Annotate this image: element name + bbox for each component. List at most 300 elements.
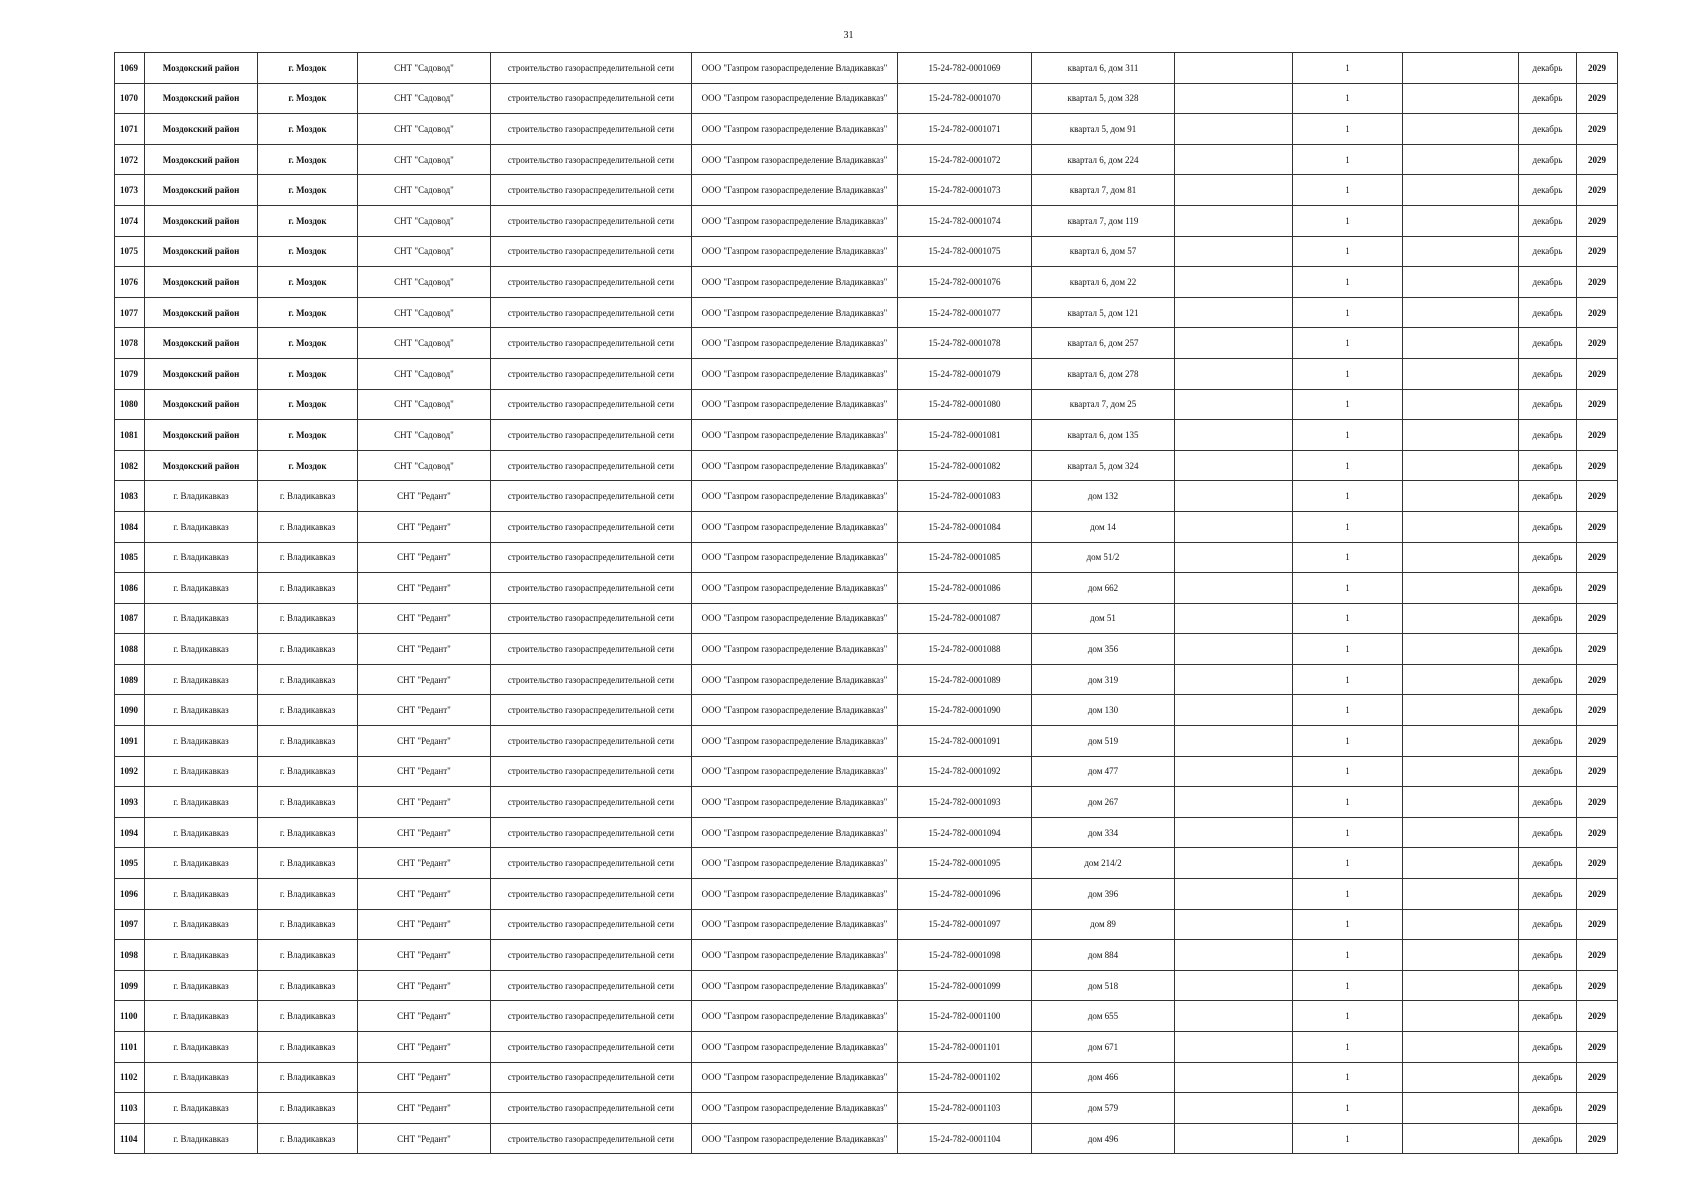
district-cell: Моздокский район [145,144,258,175]
year-cell: 2029 [1577,481,1618,512]
month-cell: декабрь [1519,940,1577,971]
row-number-cell: 1073 [115,175,145,206]
table-row [115,848,1618,879]
object-code-cell: 15-24-782-0001084 [898,511,1032,542]
empty-cell [1175,573,1293,604]
district-cell: г. Владикавказ [145,695,258,726]
quantity-cell: 1 [1293,848,1403,879]
month-cell: декабрь [1519,420,1577,451]
row-number-cell: 1102 [115,1062,145,1093]
year-cell: 2029 [1577,297,1618,328]
address-cell: дом 655 [1032,1001,1175,1032]
organization-cell: ООО "Газпром газораспределение Владикавказ" [692,1032,898,1063]
row-number-cell: 1090 [115,695,145,726]
snt-cell: СНТ "Садовод" [358,236,491,267]
district-cell: г. Владикавказ [145,664,258,695]
empty-cell [1403,756,1519,787]
district-cell: Моздокский район [145,114,258,145]
object-code-cell: 15-24-782-0001098 [898,940,1032,971]
quantity-cell: 1 [1293,573,1403,604]
empty-cell [1403,511,1519,542]
month-cell: декабрь [1519,205,1577,236]
organization-cell: ООО "Газпром газораспределение Владикавказ" [692,267,898,298]
address-cell: квартал 7, дом 119 [1032,205,1175,236]
work-type-cell: строительство газораспределительной сети [491,787,692,818]
empty-cell [1403,664,1519,695]
district-cell: г. Владикавказ [145,1123,258,1154]
object-code-cell: 15-24-782-0001095 [898,848,1032,879]
quantity-cell: 1 [1293,1123,1403,1154]
row-number-cell: 1069 [115,53,145,84]
organization-cell: ООО "Газпром газораспределение Владикавказ" [692,634,898,665]
snt-cell: СНТ "Садовод" [358,297,491,328]
table-row [115,236,1618,267]
quantity-cell: 1 [1293,909,1403,940]
row-number-cell: 1089 [115,664,145,695]
district-cell: г. Владикавказ [145,573,258,604]
snt-cell: СНТ "Редант" [358,940,491,971]
city-cell: г. Владикавказ [258,511,358,542]
object-code-cell: 15-24-782-0001078 [898,328,1032,359]
year-cell: 2029 [1577,53,1618,84]
empty-cell [1403,450,1519,481]
snt-cell: СНТ "Редант" [358,664,491,695]
object-code-cell: 15-24-782-0001087 [898,603,1032,634]
table-row [115,389,1618,420]
month-cell: декабрь [1519,756,1577,787]
address-cell: квартал 6, дом 135 [1032,420,1175,451]
address-cell: дом 466 [1032,1062,1175,1093]
district-cell: Моздокский район [145,420,258,451]
organization-cell: ООО "Газпром газораспределение Владикавказ" [692,236,898,267]
work-type-cell: строительство газораспределительной сети [491,328,692,359]
year-cell: 2029 [1577,573,1618,604]
object-code-cell: 15-24-782-0001093 [898,787,1032,818]
organization-cell: ООО "Газпром газораспределение Владикавказ" [692,573,898,604]
empty-cell [1403,389,1519,420]
address-cell: дом 671 [1032,1032,1175,1063]
year-cell: 2029 [1577,756,1618,787]
object-code-cell: 15-24-782-0001102 [898,1062,1032,1093]
row-number-cell: 1094 [115,817,145,848]
object-code-cell: 15-24-782-0001069 [898,53,1032,84]
object-code-cell: 15-24-782-0001070 [898,83,1032,114]
empty-cell [1403,787,1519,818]
organization-cell: ООО "Газпром газораспределение Владикавказ" [692,664,898,695]
organization-cell: ООО "Газпром газораспределение Владикавказ" [692,970,898,1001]
work-type-cell: строительство газораспределительной сети [491,389,692,420]
address-cell: дом 477 [1032,756,1175,787]
organization-cell: ООО "Газпром газораспределение Владикавказ" [692,358,898,389]
address-cell: дом 51 [1032,603,1175,634]
organization-cell: ООО "Газпром газораспределение Владикавказ" [692,389,898,420]
work-type-cell: строительство газораспределительной сети [491,1032,692,1063]
quantity-cell: 1 [1293,205,1403,236]
year-cell: 2029 [1577,511,1618,542]
district-cell: г. Владикавказ [145,481,258,512]
object-code-cell: 15-24-782-0001082 [898,450,1032,481]
empty-cell [1175,267,1293,298]
district-cell: г. Владикавказ [145,817,258,848]
snt-cell: СНТ "Садовод" [358,358,491,389]
empty-cell [1403,909,1519,940]
work-type-cell: строительство газораспределительной сети [491,267,692,298]
row-number-cell: 1076 [115,267,145,298]
city-cell: г. Владикавказ [258,573,358,604]
empty-cell [1175,940,1293,971]
district-cell: г. Владикавказ [145,603,258,634]
city-cell: г. Владикавказ [258,664,358,695]
city-cell: г. Владикавказ [258,787,358,818]
month-cell: декабрь [1519,573,1577,604]
work-type-cell: строительство газораспределительной сети [491,756,692,787]
empty-cell [1175,634,1293,665]
organization-cell: ООО "Газпром газораспределение Владикавказ" [692,909,898,940]
work-type-cell: строительство газораспределительной сети [491,909,692,940]
object-code-cell: 15-24-782-0001094 [898,817,1032,848]
empty-cell [1175,205,1293,236]
snt-cell: СНТ "Редант" [358,1032,491,1063]
year-cell: 2029 [1577,1123,1618,1154]
district-cell: г. Владикавказ [145,909,258,940]
quantity-cell: 1 [1293,267,1403,298]
month-cell: декабрь [1519,1123,1577,1154]
table-row [115,144,1618,175]
organization-cell: ООО "Газпром газораспределение Владикавказ" [692,879,898,910]
snt-cell: СНТ "Садовод" [358,450,491,481]
snt-cell: СНТ "Редант" [358,634,491,665]
organization-cell: ООО "Газпром газораспределение Владикавказ" [692,114,898,145]
empty-cell [1175,1062,1293,1093]
object-code-cell: 15-24-782-0001080 [898,389,1032,420]
month-cell: декабрь [1519,53,1577,84]
row-number-cell: 1074 [115,205,145,236]
year-cell: 2029 [1577,848,1618,879]
object-code-cell: 15-24-782-0001088 [898,634,1032,665]
empty-cell [1403,267,1519,298]
address-cell: дом 884 [1032,940,1175,971]
organization-cell: ООО "Газпром газораспределение Владикавказ" [692,542,898,573]
empty-cell [1403,726,1519,757]
quantity-cell: 1 [1293,695,1403,726]
work-type-cell: строительство газораспределительной сети [491,573,692,604]
row-number-cell: 1101 [115,1032,145,1063]
empty-cell [1403,53,1519,84]
row-number-cell: 1097 [115,909,145,940]
object-code-cell: 15-24-782-0001103 [898,1093,1032,1124]
table-row [115,175,1618,206]
district-cell: г. Владикавказ [145,848,258,879]
organization-cell: ООО "Газпром газораспределение Владикавказ" [692,756,898,787]
empty-cell [1403,144,1519,175]
work-type-cell: строительство газораспределительной сети [491,726,692,757]
empty-cell [1175,297,1293,328]
quantity-cell: 1 [1293,634,1403,665]
empty-cell [1175,481,1293,512]
year-cell: 2029 [1577,175,1618,206]
object-code-cell: 15-24-782-0001099 [898,970,1032,1001]
table-row [115,114,1618,145]
empty-cell [1175,114,1293,145]
year-cell: 2029 [1577,664,1618,695]
address-cell: квартал 5, дом 328 [1032,83,1175,114]
quantity-cell: 1 [1293,420,1403,451]
table-row [115,879,1618,910]
district-cell: Моздокский район [145,53,258,84]
work-type-cell: строительство газораспределительной сети [491,114,692,145]
work-type-cell: строительство газораспределительной сети [491,542,692,573]
city-cell: г. Владикавказ [258,1032,358,1063]
year-cell: 2029 [1577,787,1618,818]
object-code-cell: 15-24-782-0001100 [898,1001,1032,1032]
work-type-cell: строительство газораспределительной сети [491,175,692,206]
year-cell: 2029 [1577,420,1618,451]
year-cell: 2029 [1577,879,1618,910]
empty-cell [1175,53,1293,84]
quantity-cell: 1 [1293,297,1403,328]
month-cell: декабрь [1519,144,1577,175]
empty-cell [1175,389,1293,420]
address-cell: квартал 5, дом 91 [1032,114,1175,145]
work-type-cell: строительство газораспределительной сети [491,358,692,389]
organization-cell: ООО "Газпром газораспределение Владикавказ" [692,817,898,848]
address-cell: квартал 6, дом 257 [1032,328,1175,359]
year-cell: 2029 [1577,909,1618,940]
organization-cell: ООО "Газпром газораспределение Владикавказ" [692,695,898,726]
quantity-cell: 1 [1293,1001,1403,1032]
month-cell: декабрь [1519,664,1577,695]
empty-cell [1403,328,1519,359]
table-row [115,1093,1618,1124]
organization-cell: ООО "Газпром газораспределение Владикавказ" [692,1093,898,1124]
row-number-cell: 1080 [115,389,145,420]
empty-cell [1175,175,1293,206]
month-cell: декабрь [1519,1093,1577,1124]
quantity-cell: 1 [1293,542,1403,573]
month-cell: декабрь [1519,634,1577,665]
row-number-cell: 1070 [115,83,145,114]
data-table [114,52,1618,1154]
address-cell: дом 267 [1032,787,1175,818]
city-cell: г. Моздок [258,175,358,206]
month-cell: декабрь [1519,787,1577,818]
empty-cell [1403,83,1519,114]
city-cell: г. Владикавказ [258,817,358,848]
table-row [115,450,1618,481]
year-cell: 2029 [1577,267,1618,298]
quantity-cell: 1 [1293,328,1403,359]
object-code-cell: 15-24-782-0001083 [898,481,1032,512]
city-cell: г. Моздок [258,236,358,267]
empty-cell [1403,542,1519,573]
city-cell: г. Моздок [258,420,358,451]
year-cell: 2029 [1577,358,1618,389]
object-code-cell: 15-24-782-0001097 [898,909,1032,940]
object-code-cell: 15-24-782-0001081 [898,420,1032,451]
month-cell: декабрь [1519,1001,1577,1032]
table-row [115,267,1618,298]
address-cell: квартал 6, дом 278 [1032,358,1175,389]
row-number-cell: 1091 [115,726,145,757]
object-code-cell: 15-24-782-0001096 [898,879,1032,910]
table-row [115,1062,1618,1093]
year-cell: 2029 [1577,144,1618,175]
month-cell: декабрь [1519,236,1577,267]
organization-cell: ООО "Газпром газораспределение Владикавказ" [692,603,898,634]
district-cell: Моздокский район [145,358,258,389]
snt-cell: СНТ "Редант" [358,879,491,910]
organization-cell: ООО "Газпром газораспределение Владикавказ" [692,175,898,206]
quantity-cell: 1 [1293,175,1403,206]
table-row [115,695,1618,726]
empty-cell [1175,817,1293,848]
district-cell: г. Владикавказ [145,787,258,818]
quantity-cell: 1 [1293,1032,1403,1063]
month-cell: декабрь [1519,879,1577,910]
address-cell: дом 519 [1032,726,1175,757]
work-type-cell: строительство газораспределительной сети [491,695,692,726]
city-cell: г. Моздок [258,328,358,359]
address-cell: квартал 5, дом 324 [1032,450,1175,481]
table-row [115,205,1618,236]
row-number-cell: 1096 [115,879,145,910]
month-cell: декабрь [1519,970,1577,1001]
work-type-cell: строительство газораспределительной сети [491,450,692,481]
year-cell: 2029 [1577,817,1618,848]
table-row [115,481,1618,512]
month-cell: декабрь [1519,297,1577,328]
empty-cell [1403,1032,1519,1063]
snt-cell: СНТ "Редант" [358,909,491,940]
empty-cell [1403,236,1519,267]
district-cell: Моздокский район [145,389,258,420]
address-cell: дом 334 [1032,817,1175,848]
empty-cell [1175,1123,1293,1154]
work-type-cell: строительство газораспределительной сети [491,848,692,879]
empty-cell [1403,481,1519,512]
address-cell: дом 132 [1032,481,1175,512]
empty-cell [1403,603,1519,634]
snt-cell: СНТ "Садовод" [358,420,491,451]
empty-cell [1175,909,1293,940]
empty-cell [1403,970,1519,1001]
address-cell: дом 518 [1032,970,1175,1001]
organization-cell: ООО "Газпром газораспределение Владикавказ" [692,328,898,359]
quantity-cell: 1 [1293,879,1403,910]
object-code-cell: 15-24-782-0001086 [898,573,1032,604]
table-row [115,358,1618,389]
object-code-cell: 15-24-782-0001091 [898,726,1032,757]
empty-cell [1403,1093,1519,1124]
snt-cell: СНТ "Садовод" [358,114,491,145]
row-number-cell: 1087 [115,603,145,634]
table-row [115,634,1618,665]
object-code-cell: 15-24-782-0001101 [898,1032,1032,1063]
month-cell: декабрь [1519,511,1577,542]
empty-cell [1403,205,1519,236]
work-type-cell: строительство газораспределительной сети [491,1001,692,1032]
city-cell: г. Владикавказ [258,879,358,910]
empty-cell [1175,664,1293,695]
month-cell: декабрь [1519,695,1577,726]
row-number-cell: 1093 [115,787,145,818]
year-cell: 2029 [1577,603,1618,634]
empty-cell [1175,420,1293,451]
empty-cell [1175,1001,1293,1032]
table-row [115,511,1618,542]
object-code-cell: 15-24-782-0001074 [898,205,1032,236]
empty-cell [1175,236,1293,267]
month-cell: декабрь [1519,1062,1577,1093]
organization-cell: ООО "Газпром газораспределение Владикавказ" [692,205,898,236]
year-cell: 2029 [1577,634,1618,665]
object-code-cell: 15-24-782-0001089 [898,664,1032,695]
year-cell: 2029 [1577,389,1618,420]
work-type-cell: строительство газораспределительной сети [491,481,692,512]
work-type-cell: строительство газораспределительной сети [491,940,692,971]
organization-cell: ООО "Газпром газораспределение Владикавказ" [692,144,898,175]
month-cell: декабрь [1519,726,1577,757]
month-cell: декабрь [1519,389,1577,420]
address-cell: дом 89 [1032,909,1175,940]
table-row [115,756,1618,787]
empty-cell [1175,83,1293,114]
snt-cell: СНТ "Редант" [358,603,491,634]
object-code-cell: 15-24-782-0001076 [898,267,1032,298]
snt-cell: СНТ "Редант" [358,1123,491,1154]
organization-cell: ООО "Газпром газораспределение Владикавказ" [692,53,898,84]
organization-cell: ООО "Газпром газораспределение Владикавказ" [692,1001,898,1032]
snt-cell: СНТ "Редант" [358,573,491,604]
city-cell: г. Моздок [258,114,358,145]
snt-cell: СНТ "Редант" [358,1093,491,1124]
table-row [115,787,1618,818]
year-cell: 2029 [1577,695,1618,726]
quantity-cell: 1 [1293,1093,1403,1124]
snt-cell: СНТ "Редант" [358,695,491,726]
empty-cell [1403,817,1519,848]
empty-cell [1403,848,1519,879]
snt-cell: СНТ "Садовод" [358,267,491,298]
month-cell: декабрь [1519,848,1577,879]
quantity-cell: 1 [1293,236,1403,267]
work-type-cell: строительство газораспределительной сети [491,664,692,695]
empty-cell [1403,358,1519,389]
row-number-cell: 1072 [115,144,145,175]
city-cell: г. Владикавказ [258,695,358,726]
table-row [115,940,1618,971]
work-type-cell: строительство газораспределительной сети [491,511,692,542]
work-type-cell: строительство газораспределительной сети [491,970,692,1001]
organization-cell: ООО "Газпром газораспределение Владикавказ" [692,1123,898,1154]
district-cell: г. Владикавказ [145,756,258,787]
city-cell: г. Владикавказ [258,940,358,971]
row-number-cell: 1071 [115,114,145,145]
address-cell: дом 319 [1032,664,1175,695]
district-cell: г. Владикавказ [145,634,258,665]
snt-cell: СНТ "Редант" [358,542,491,573]
quantity-cell: 1 [1293,144,1403,175]
row-number-cell: 1084 [115,511,145,542]
quantity-cell: 1 [1293,970,1403,1001]
month-cell: декабрь [1519,328,1577,359]
year-cell: 2029 [1577,1032,1618,1063]
row-number-cell: 1100 [115,1001,145,1032]
district-cell: г. Владикавказ [145,511,258,542]
row-number-cell: 1104 [115,1123,145,1154]
city-cell: г. Владикавказ [258,756,358,787]
quantity-cell: 1 [1293,787,1403,818]
